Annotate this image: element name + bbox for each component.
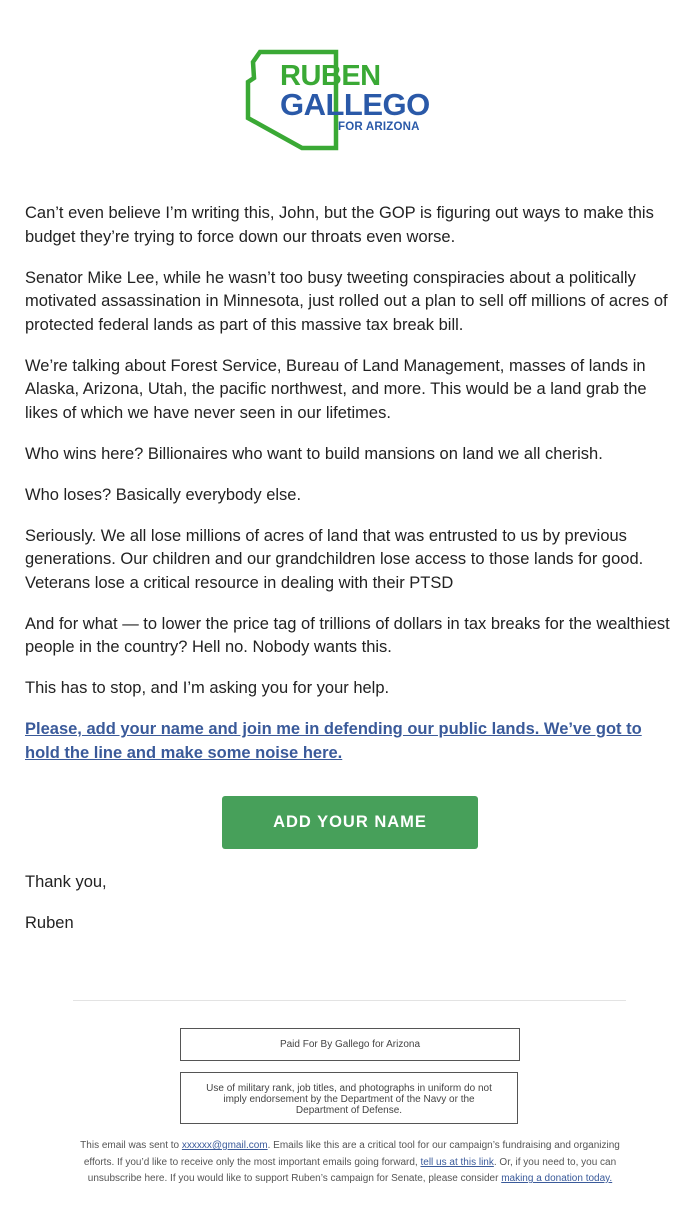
footer-text-part: This email was sent to — [80, 1140, 182, 1151]
logo-line-gallego: GALLEGO — [280, 87, 430, 122]
footer-text-part: . Or, if you need to, you can unsubscribe here. If you would like to support Ruben’s campaign for Senate, please consider — [87, 1156, 617, 1184]
body-paragraph: This has to stop, and I’m asking you for your help. — [25, 679, 390, 697]
footer-divider — [73, 1000, 626, 1001]
body-paragraph: Who loses? Basically everybody else. — [25, 485, 302, 504]
thank-you-text: Thank you, — [25, 873, 107, 891]
body-paragraph: And for what — to lower the price tag of trillions of dollars in tax breaks for the wealthiest people in the country? Hell no. Nobody wants this. — [25, 614, 670, 656]
military-disclaimer: Use of military rank, job titles, and photographs in uniform do not imply endorsement by the Department of the Navy or the Department of Defense. — [180, 1072, 518, 1124]
add-name-text-link[interactable]: Please, add your name and join me in defending our public lands. We’ve got to hold the line and make some noise here. — [25, 720, 642, 762]
logo-line-ruben: RUBEN — [280, 60, 381, 92]
body-paragraph: Seriously. We all lose millions of acres of land that was entrusted to us by previous generations. Our children and our grandchildren lose access to those lands for good. Veterans lose a critical resource in dealing with their PTSD — [25, 526, 644, 592]
logo-wordmark — [280, 62, 430, 134]
add-your-name-button[interactable]: ADD YOUR NAME — [222, 796, 478, 849]
footer-text — [75, 1138, 625, 1188]
body-paragraph: Who wins here? Billionaires who want to build mansions on land we all cherish. — [25, 444, 603, 463]
donation-link[interactable]: making a donation today. — [501, 1173, 613, 1184]
signature-name: Ruben — [25, 914, 74, 932]
logo-line-for-arizona: FOR ARIZONA — [338, 121, 420, 133]
button-row — [0, 796, 700, 849]
preferences-link[interactable]: tell us at this link — [420, 1156, 494, 1168]
recipient-email-link[interactable]: xxxxxx@gmail.com — [181, 1140, 268, 1151]
paid-for-disclaimer: Paid For By Gallego for Arizona — [180, 1028, 520, 1061]
signoff — [25, 871, 680, 936]
footer-text-part: . Emails like this are a critical tool for our campaign’s fundraising and organizing efforts. If you’d like to receive only the most important emails going forward, — [83, 1140, 620, 1168]
body-paragraph: We’re talking about Forest Service, Bureau of Land Management, masses of lands in Alaska, Arizona, Utah, the pacific northwest, and more. This would be a land grab the likes of which we have never seen in our lifetimes. — [25, 356, 647, 422]
campaign-logo — [244, 48, 454, 152]
body-paragraph: Senator Mike Lee, while he wasn’t too busy tweeting conspiracies about a politically motivated assassination in Minnesota, just rolled out a plan to sell off millions of acres of protected federal lands as part of this massive tax break bill. — [25, 268, 668, 334]
body-paragraph: Can’t even believe I’m writing this, John, but the GOP is figuring out ways to make this budget they’re trying to force down our throats even worse. — [25, 204, 654, 246]
email-body — [25, 202, 680, 953]
